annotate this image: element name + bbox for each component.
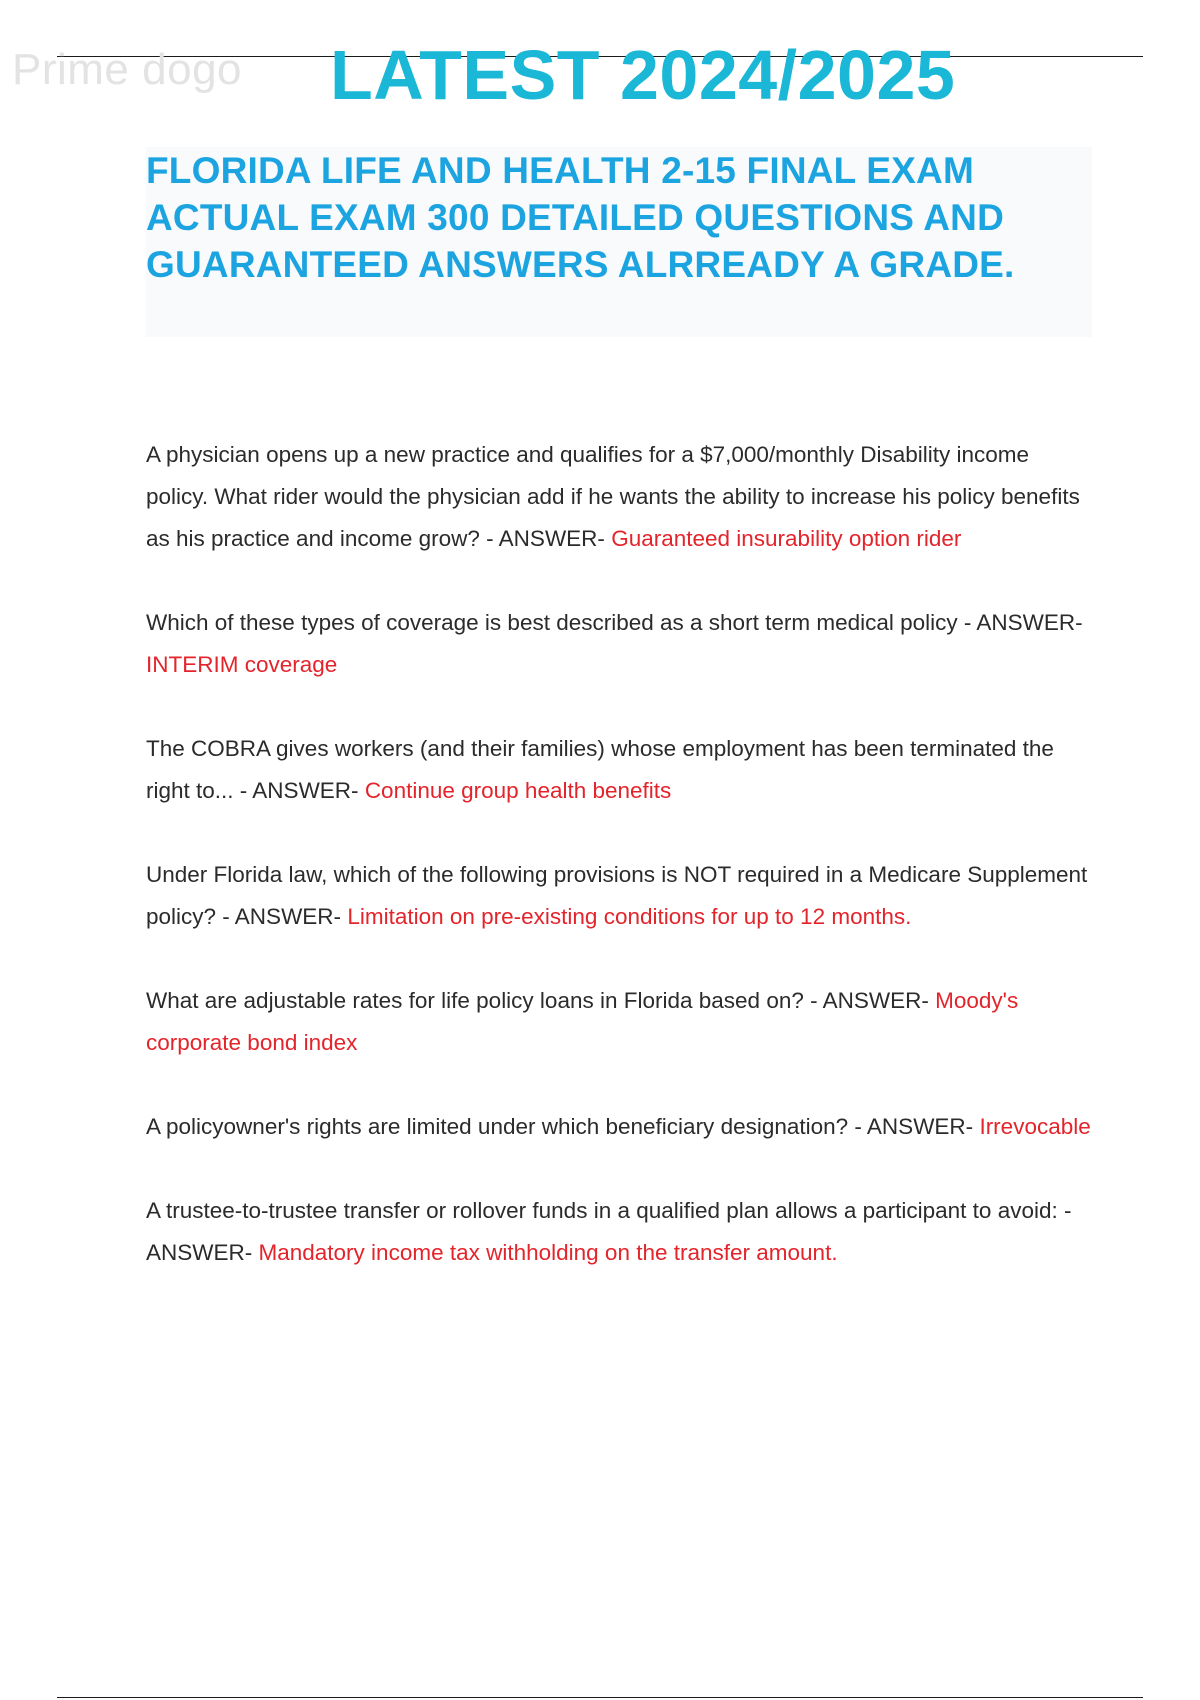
answer-text: Continue group health benefits [364,778,672,803]
page-title: LATEST 2024/2025 [330,36,956,114]
qa-item [146,980,1096,1064]
qa-item [146,434,1096,560]
answer-separator: - ANSWER- [146,1198,1072,1265]
subtitle-block [146,147,1092,337]
question-text: Which of these types of coverage is best described as a short term medical policy [146,610,958,635]
answer-separator: - ANSWER- [216,904,348,929]
answer-text: Moody's corporate bond index [146,988,1019,1055]
answer-text: Irrevocable [979,1114,1091,1139]
answer-text: Limitation on pre-existing conditions for up to 12 months. [347,904,912,929]
answer-separator: - ANSWER- [233,778,365,803]
qa-item [146,602,1096,686]
qa-item [146,1190,1096,1274]
answer-text: INTERIM coverage [146,652,338,677]
answer-text: Mandatory income tax withholding on the transfer amount. [258,1240,838,1265]
question-text: The COBRA gives workers (and their families) whose employment has been terminated the right to... [146,736,1054,803]
question-text: A physician opens up a new practice and qualifies for a $7,000/monthly Disability income policy. What rider would the physician add if he wants the ability to increase his policy benefits as his practice and income grow? [146,442,1080,551]
answer-separator: - ANSWER- [803,988,936,1013]
qa-item [146,728,1096,812]
watermark: Prime dogo [12,45,243,94]
qa-list [146,434,1096,1316]
question-text: Under Florida law, which of the following provisions is NOT required in a Medicare Supplement policy? [146,862,1088,929]
qa-item [146,854,1096,938]
question-text: What are adjustable rates for life policy loans in Florida based on? [146,988,804,1013]
answer-text: Guaranteed insurability option rider [611,526,962,551]
question-text: A policyowner's rights are limited under which beneficiary designation? [146,1114,849,1139]
answer-separator: - ANSWER- [957,610,1083,635]
question-text: A trustee-to-trustee transfer or rollover funds in a qualified plan allows a participant to avoid: [146,1198,1058,1223]
bottom-rule [57,1697,1143,1698]
answer-separator: - ANSWER- [479,526,612,551]
answer-separator: - ANSWER- [848,1114,980,1139]
document-subtitle: FLORIDA LIFE AND HEALTH 2-15 FINAL EXAM ACTUAL EXAM 300 DETAILED QUESTIONS AND GUARANTEED ANSWERS ALRREADY A GRADE. [146,150,1015,285]
qa-item [146,1106,1096,1148]
